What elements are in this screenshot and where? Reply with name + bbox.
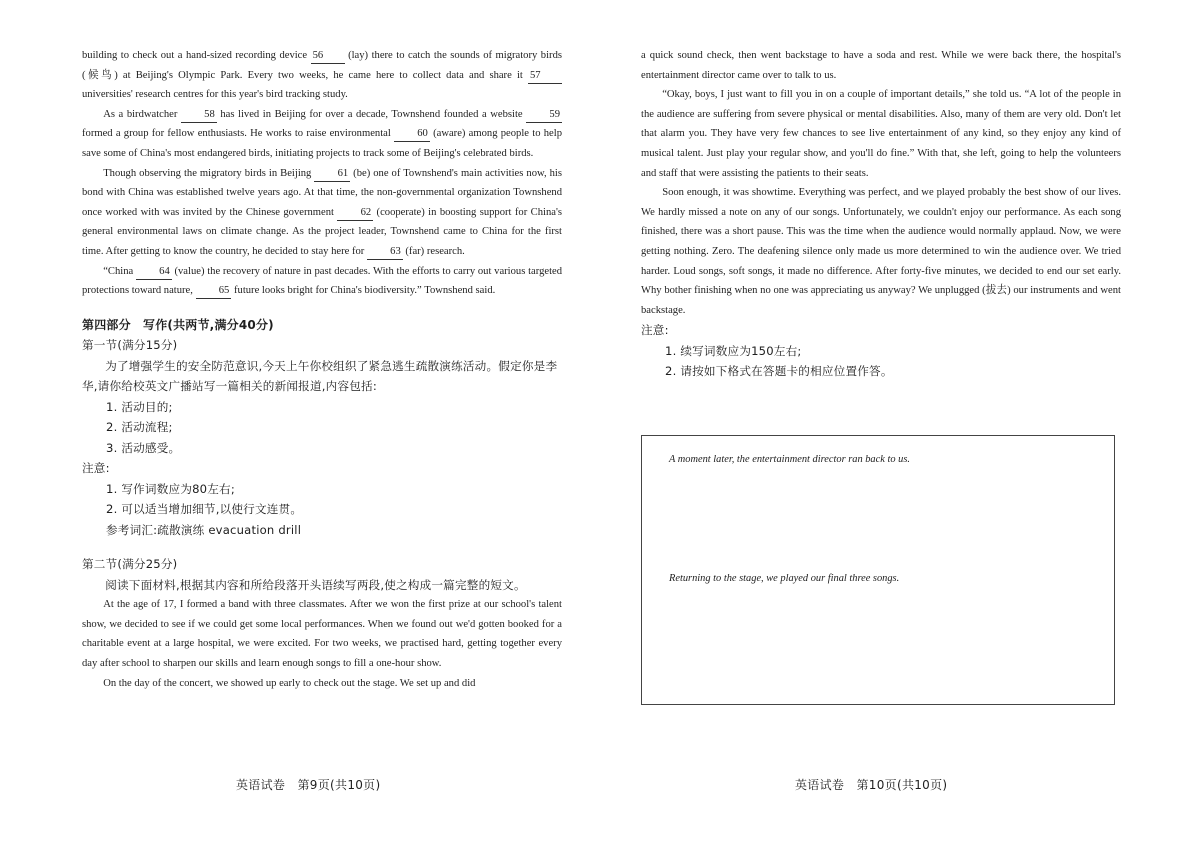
text: “China <box>103 265 136 277</box>
section2-note-label: 注意: <box>641 323 669 338</box>
story-paragraph-1: At the age of 17, I formed a band with three classmates. After we won the first prize at our school's talent show, we decided to see if we could get some local performances. When we found out we'd gotten booked for a charitable event at a large hospital, we were excited. For two weeks, we practised hard, getting together every day after school to sharpen our skills and learn enough songs to fill a one-hour show. <box>82 599 562 669</box>
text: (aware) among people to help save some of China's most endangered birds, initiating projects to track some of Beijing's celebrated birds. <box>82 128 562 159</box>
section2-title: 第二节(满分25分) <box>82 557 178 572</box>
section1-vocab: 参考词汇:疏散演练 evacuation drill <box>106 522 302 537</box>
grammar-paragraph-1 <box>82 46 562 105</box>
text: As a birdwatcher <box>103 108 181 120</box>
answer-box[interactable] <box>641 435 1115 705</box>
section2-note-1: 1. 续写词数应为150左右; <box>665 343 802 358</box>
section2-note-2: 2. 请按如下格式在答题卡的相应位置作答。 <box>665 364 893 379</box>
section1-item-1: 1. 活动目的; <box>106 399 173 414</box>
story-paragraph-4: “Okay, boys, I just want to fill you in on a couple of important details,” she told us. “A lot of the people in the audience are suffering from severe physical or mental disabilities. Also, many of them are very old. Don't let that alarm you. They have very few chances to see live entertainment of any kind, so they enjoy any kind of musical talent. Just play your regular show, and you'll do fine.” With that, she left, going to help the volunteers and staff that were assisting the patients to their seats. <box>641 89 1121 179</box>
text: future looks bright for China's biodiversity.” Townshend said. <box>231 285 496 297</box>
story-paragraph-3: a quick sound check, then went backstage to have a soda and rest. While we were back there, the hospital's entertainment director came over to talk to us. <box>641 50 1121 81</box>
grammar-paragraph-2 <box>82 105 562 164</box>
text: Though observing the migratory birds in Beijing <box>103 167 315 179</box>
left-page-footer: 英语试卷 第9页(共10页) <box>236 778 381 792</box>
blank-59[interactable]: 59 <box>526 108 562 123</box>
section1-title: 第一节(满分15分) <box>82 338 178 353</box>
text: (be) one of Townshend's main activities now, his bond with China was established twelve years ago. At that time, the non-governmental organization Townshend once worked with was invited by the Chinese government <box>82 167 562 218</box>
blank-63[interactable]: 63 <box>367 245 403 260</box>
text: (lay) there to catch the sounds of migratory birds (候鸟) at Beijing's Olympic Park. Every two weeks, he came here to collect data and share it <box>82 50 562 81</box>
section1-note-label: 注意: <box>82 461 110 476</box>
blank-58[interactable]: 58 <box>181 108 217 123</box>
section1-prompt: 为了增强学生的安全防范意识,今天上午你校组织了紧急逃生疏散演练活动。假定你是李华,请你给校英文广播站写一篇相关的新闻报道,内容包括: <box>82 358 558 394</box>
continuation-opening-2: Returning to the stage, we played our final three songs. <box>669 573 900 584</box>
continuation-opening-1: A moment later, the entertainment director ran back to us. <box>669 454 910 465</box>
story-paragraph-2: On the day of the concert, we showed up early to check out the stage. We set up and did <box>103 677 476 689</box>
text: formed a group for fellow enthusiasts. He works to raise environmental <box>82 128 395 140</box>
blank-60[interactable]: 60 <box>394 127 430 142</box>
left-page <box>82 46 562 693</box>
blank-57[interactable]: 57 <box>528 69 562 84</box>
grammar-paragraph-3 <box>82 164 562 262</box>
blank-62[interactable]: 62 <box>337 206 373 221</box>
section1-note-2: 2. 可以适当增加细节,以使行文连贯。 <box>106 502 303 517</box>
story-paragraph-5: Soon enough, it was showtime. Everything was perfect, and we played probably the best show of our lives. We hardly missed a note on any of our songs. Unfortunately, we couldn't enjoy our performance. As each song finished, there was a short pause. This was the time when the audience would normally applaud. Now, we were getting nothing. Zero. The deafening silence only made us more determined to win the audience over. We tried harder. Loud songs, soft songs, it made no difference. After forty-five minutes, we decided to end our set early. Why bother finishing when no one was appreciating us anyway? We unplugged (拔去) our instruments and went backstage. <box>641 187 1121 316</box>
section1-item-2: 2. 活动流程; <box>106 420 173 435</box>
blank-64[interactable]: 64 <box>136 265 172 280</box>
grammar-paragraph-4 <box>82 262 562 301</box>
section1-note-1: 1. 写作词数应为80左右; <box>106 481 235 496</box>
text: building to check out a hand-sized recording device <box>82 50 311 61</box>
text: universities' research centres for this year's bird tracking study. <box>82 89 348 101</box>
blank-65[interactable]: 65 <box>196 284 232 299</box>
text: (value) the recovery of nature in past decades. With the efforts to carry out various targeted protections toward nature, <box>82 265 563 297</box>
text: (cooperate) in boosting support for China's general environmental laws on climate change. As the project leader, Townshend came to China for the first time. After getting to know the country, he decided to stay here for <box>82 206 562 257</box>
text: (far) research. <box>402 245 465 257</box>
blank-61[interactable]: 61 <box>314 167 350 182</box>
right-page-footer: 英语试卷 第10页(共10页) <box>795 778 948 792</box>
right-page <box>641 46 1121 382</box>
section1-item-3: 3. 活动感受。 <box>106 440 181 455</box>
section2-prompt: 阅读下面材料,根据其内容和所给段落开头语续写两段,使之构成一篇完整的短文。 <box>105 577 526 592</box>
part4-title: 第四部分 写作(共两节,满分40分) <box>82 317 274 332</box>
text: has lived in Beijing for over a decade, Townshend founded a website <box>216 108 527 120</box>
blank-56[interactable]: 56 <box>311 49 345 64</box>
